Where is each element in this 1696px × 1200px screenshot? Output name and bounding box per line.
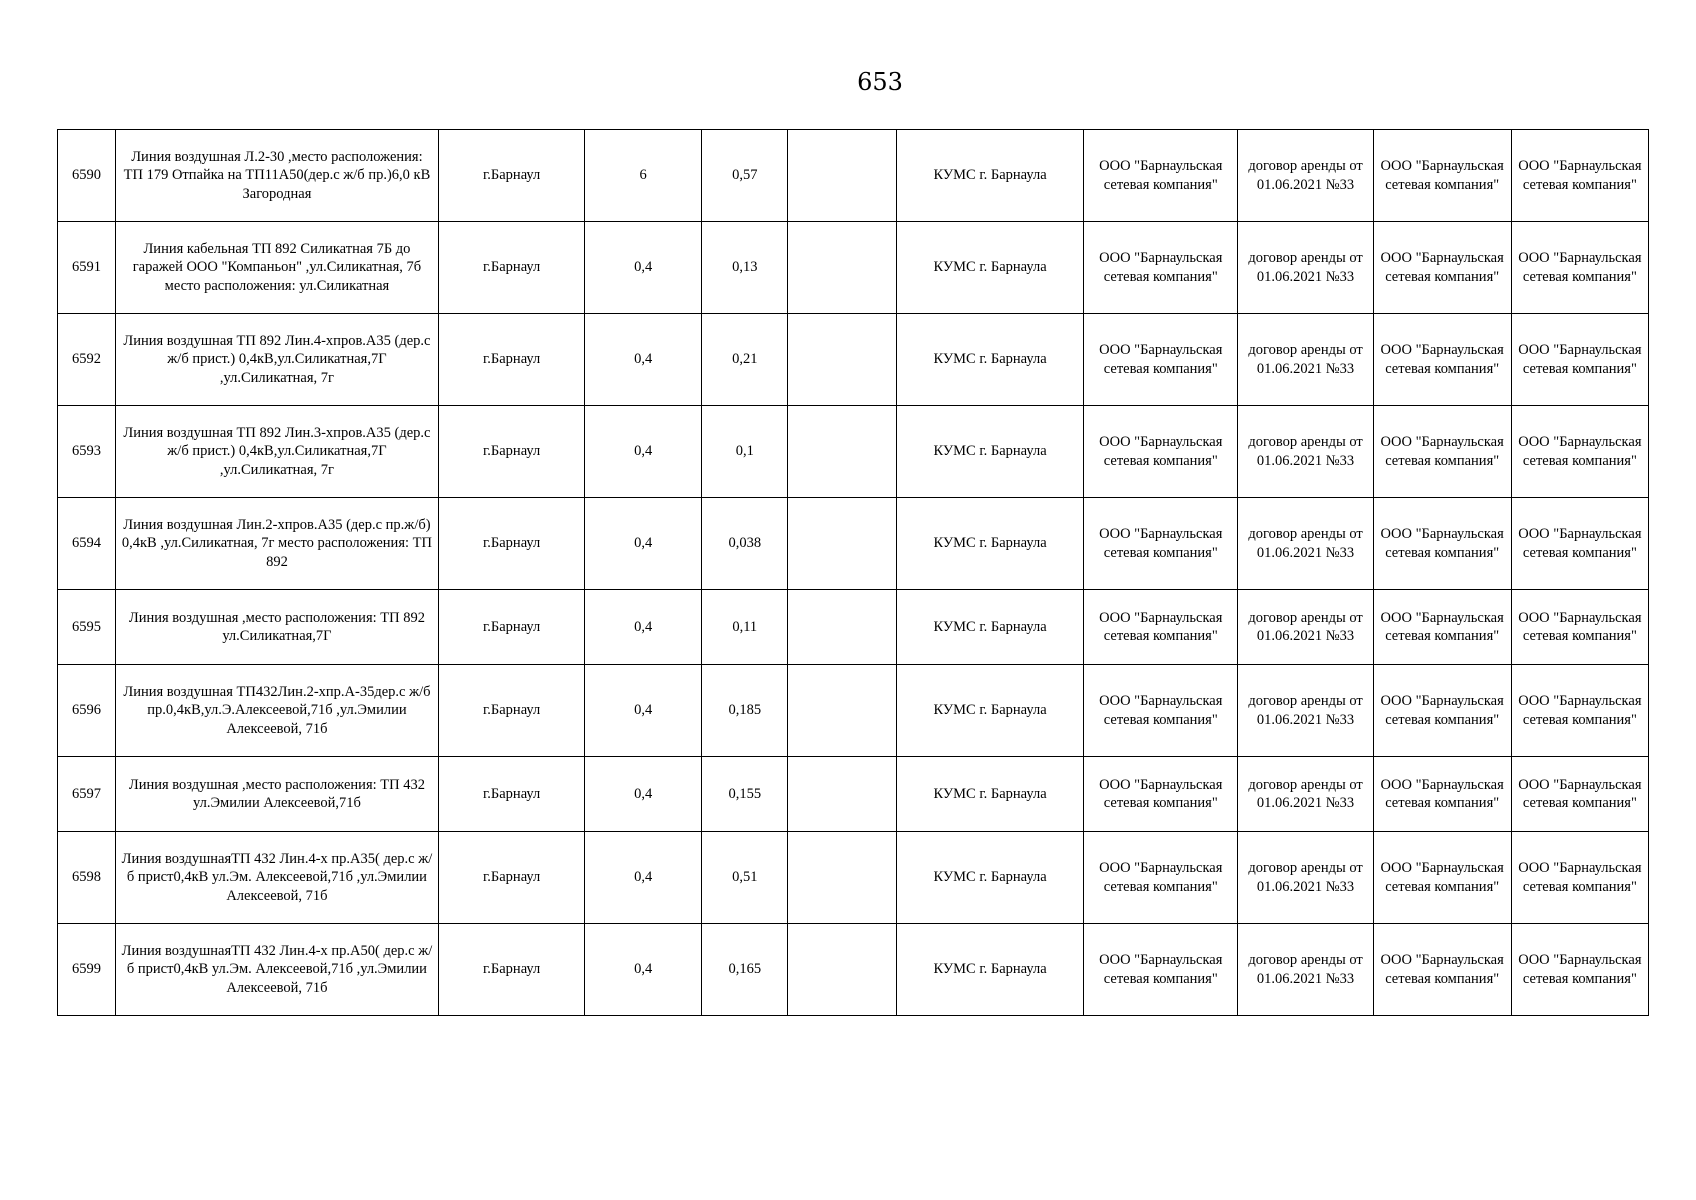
- cell-length: 0,165: [702, 924, 788, 1016]
- page-number: 653: [857, 68, 903, 96]
- cell-owner: КУМС г. Барнаула: [897, 314, 1084, 406]
- cell-voltage: 0,4: [585, 498, 702, 590]
- cell-city: г.Барнаул: [438, 130, 584, 222]
- cell-name: Линия воздушная Лин.2-хпров.А35 (дер.с пр.ж/б) 0,4кВ ,ул.Силикатная, 7г место расположения: ТП 892: [115, 498, 438, 590]
- cell-operator-1: ООО "Барнаульская сетевая компания": [1373, 590, 1511, 665]
- cell-holder: ООО "Барнаульская сетевая компания": [1084, 314, 1238, 406]
- cell-operator-2: ООО "Барнаульская сетевая компания": [1511, 314, 1648, 406]
- cell-operator-1: ООО "Барнаульская сетевая компания": [1373, 130, 1511, 222]
- table-row: [58, 924, 1649, 1016]
- cell-contract: договор аренды от 01.06.2021 №33: [1238, 832, 1373, 924]
- cell-owner: КУМС г. Барнаула: [897, 590, 1084, 665]
- cell-holder: ООО "Барнаульская сетевая компания": [1084, 832, 1238, 924]
- cell-length: 0,1: [702, 406, 788, 498]
- cell-owner: КУМС г. Барнаула: [897, 832, 1084, 924]
- cell-contract: договор аренды от 01.06.2021 №33: [1238, 498, 1373, 590]
- cell-voltage: 0,4: [585, 222, 702, 314]
- cell-owner: КУМС г. Барнаула: [897, 498, 1084, 590]
- cell-contract: договор аренды от 01.06.2021 №33: [1238, 590, 1373, 665]
- cell-extra: [788, 498, 897, 590]
- cell-voltage: 0,4: [585, 590, 702, 665]
- cell-owner: КУМС г. Барнаула: [897, 406, 1084, 498]
- cell-name: Линия воздушная ТП 892 Лин.4-хпров.А35 (дер.с ж/б прист.) 0,4кВ,ул.Силикатная,7Г ,ул.Силикатная, 7г: [115, 314, 438, 406]
- cell-city: г.Барнаул: [438, 406, 584, 498]
- cell-extra: [788, 130, 897, 222]
- cell-extra: [788, 406, 897, 498]
- cell-voltage: 0,4: [585, 757, 702, 832]
- cell-holder: ООО "Барнаульская сетевая компания": [1084, 406, 1238, 498]
- cell-operator-2: ООО "Барнаульская сетевая компания": [1511, 924, 1648, 1016]
- cell-city: г.Барнаул: [438, 222, 584, 314]
- cell-id: 6598: [58, 832, 116, 924]
- cell-voltage: 0,4: [585, 665, 702, 757]
- cell-length: 0,155: [702, 757, 788, 832]
- cell-length: 0,57: [702, 130, 788, 222]
- cell-operator-1: ООО "Барнаульская сетевая компания": [1373, 406, 1511, 498]
- cell-contract: договор аренды от 01.06.2021 №33: [1238, 665, 1373, 757]
- cell-operator-2: ООО "Барнаульская сетевая компания": [1511, 832, 1648, 924]
- table-row: [58, 130, 1649, 222]
- cell-city: г.Барнаул: [438, 498, 584, 590]
- cell-holder: ООО "Барнаульская сетевая компания": [1084, 498, 1238, 590]
- cell-operator-1: ООО "Барнаульская сетевая компания": [1373, 222, 1511, 314]
- cell-id: 6591: [58, 222, 116, 314]
- cell-length: 0,51: [702, 832, 788, 924]
- cell-operator-1: ООО "Барнаульская сетевая компания": [1373, 314, 1511, 406]
- cell-name: Линия воздушная ТП 892 Лин.3-хпров.А35 (дер.с ж/б прист.) 0,4кВ,ул.Силикатная,7Г ,ул.Силикатная, 7г: [115, 406, 438, 498]
- cell-name: Линия воздушнаяТП 432 Лин.4-х пр.А35( дер.с ж/б прист0,4кВ ул.Эм. Алексеевой,71б ,ул.Эмилии Алексеевой, 71б: [115, 832, 438, 924]
- table-row: [58, 665, 1649, 757]
- cell-holder: ООО "Барнаульская сетевая компания": [1084, 757, 1238, 832]
- cell-voltage: 0,4: [585, 924, 702, 1016]
- cell-name: Линия воздушная ,место расположения: ТП 432 ул.Эмилии Алексеевой,71б: [115, 757, 438, 832]
- registry-table: [57, 129, 1649, 1016]
- table-row: [58, 222, 1649, 314]
- cell-operator-2: ООО "Барнаульская сетевая компания": [1511, 406, 1648, 498]
- cell-voltage: 6: [585, 130, 702, 222]
- cell-name: Линия воздушнаяТП 432 Лин.4-х пр.А50( дер.с ж/б прист0,4кВ ул.Эм. Алексеевой,71б ,ул.Эмилии Алексеевой, 71б: [115, 924, 438, 1016]
- cell-operator-2: ООО "Барнаульская сетевая компания": [1511, 590, 1648, 665]
- cell-name: Линия кабельная ТП 892 Силикатная 7Б до гаражей ООО "Компаньон" ,ул.Силикатная, 7б место расположения: ул.Силикатная: [115, 222, 438, 314]
- cell-voltage: 0,4: [585, 832, 702, 924]
- cell-length: 0,13: [702, 222, 788, 314]
- cell-length: 0,21: [702, 314, 788, 406]
- cell-length: 0,11: [702, 590, 788, 665]
- cell-operator-2: ООО "Барнаульская сетевая компания": [1511, 130, 1648, 222]
- cell-holder: ООО "Барнаульская сетевая компания": [1084, 222, 1238, 314]
- cell-id: 6595: [58, 590, 116, 665]
- cell-extra: [788, 757, 897, 832]
- cell-name: Линия воздушная Л.2-30 ,место расположения: ТП 179 Отпайка на ТП11А50(дер.с ж/б пр.)6,0 кВ Загородная: [115, 130, 438, 222]
- cell-extra: [788, 590, 897, 665]
- table-row: [58, 498, 1649, 590]
- cell-holder: ООО "Барнаульская сетевая компания": [1084, 665, 1238, 757]
- table-row: [58, 757, 1649, 832]
- cell-operator-2: ООО "Барнаульская сетевая компания": [1511, 222, 1648, 314]
- cell-contract: договор аренды от 01.06.2021 №33: [1238, 222, 1373, 314]
- table-row: [58, 314, 1649, 406]
- table-row: [58, 590, 1649, 665]
- cell-holder: ООО "Барнаульская сетевая компания": [1084, 130, 1238, 222]
- table-row: [58, 406, 1649, 498]
- cell-contract: договор аренды от 01.06.2021 №33: [1238, 130, 1373, 222]
- cell-contract: договор аренды от 01.06.2021 №33: [1238, 314, 1373, 406]
- cell-city: г.Барнаул: [438, 665, 584, 757]
- cell-operator-2: ООО "Барнаульская сетевая компания": [1511, 757, 1648, 832]
- cell-extra: [788, 222, 897, 314]
- cell-holder: ООО "Барнаульская сетевая компания": [1084, 924, 1238, 1016]
- cell-operator-1: ООО "Барнаульская сетевая компания": [1373, 498, 1511, 590]
- cell-holder: ООО "Барнаульская сетевая компания": [1084, 590, 1238, 665]
- cell-id: 6592: [58, 314, 116, 406]
- cell-name: Линия воздушная ТП432Лин.2-хпр.А-35дер.с ж/б пр.0,4кВ,ул.Э.Алексеевой,71б ,ул.Эмилии Алексеевой, 71б: [115, 665, 438, 757]
- cell-extra: [788, 665, 897, 757]
- cell-voltage: 0,4: [585, 314, 702, 406]
- cell-owner: КУМС г. Барнаула: [897, 757, 1084, 832]
- cell-city: г.Барнаул: [438, 314, 584, 406]
- cell-operator-1: ООО "Барнаульская сетевая компания": [1373, 757, 1511, 832]
- cell-extra: [788, 924, 897, 1016]
- cell-operator-1: ООО "Барнаульская сетевая компания": [1373, 924, 1511, 1016]
- cell-operator-2: ООО "Барнаульская сетевая компания": [1511, 498, 1648, 590]
- cell-owner: КУМС г. Барнаула: [897, 924, 1084, 1016]
- cell-city: г.Барнаул: [438, 924, 584, 1016]
- cell-operator-1: ООО "Барнаульская сетевая компания": [1373, 832, 1511, 924]
- cell-id: 6594: [58, 498, 116, 590]
- cell-extra: [788, 832, 897, 924]
- cell-operator-2: ООО "Барнаульская сетевая компания": [1511, 665, 1648, 757]
- cell-city: г.Барнаул: [438, 832, 584, 924]
- cell-voltage: 0,4: [585, 406, 702, 498]
- cell-city: г.Барнаул: [438, 590, 584, 665]
- cell-operator-1: ООО "Барнаульская сетевая компания": [1373, 665, 1511, 757]
- cell-length: 0,038: [702, 498, 788, 590]
- cell-id: 6593: [58, 406, 116, 498]
- cell-owner: КУМС г. Барнаула: [897, 222, 1084, 314]
- cell-contract: договор аренды от 01.06.2021 №33: [1238, 406, 1373, 498]
- cell-owner: КУМС г. Барнаула: [897, 665, 1084, 757]
- table-row: [58, 832, 1649, 924]
- cell-contract: договор аренды от 01.06.2021 №33: [1238, 757, 1373, 832]
- cell-contract: договор аренды от 01.06.2021 №33: [1238, 924, 1373, 1016]
- cell-extra: [788, 314, 897, 406]
- cell-name: Линия воздушная ,место расположения: ТП 892 ул.Силикатная,7Г: [115, 590, 438, 665]
- cell-length: 0,185: [702, 665, 788, 757]
- cell-id: 6596: [58, 665, 116, 757]
- cell-owner: КУМС г. Барнаула: [897, 130, 1084, 222]
- cell-id: 6597: [58, 757, 116, 832]
- cell-city: г.Барнаул: [438, 757, 584, 832]
- cell-id: 6599: [58, 924, 116, 1016]
- cell-id: 6590: [58, 130, 116, 222]
